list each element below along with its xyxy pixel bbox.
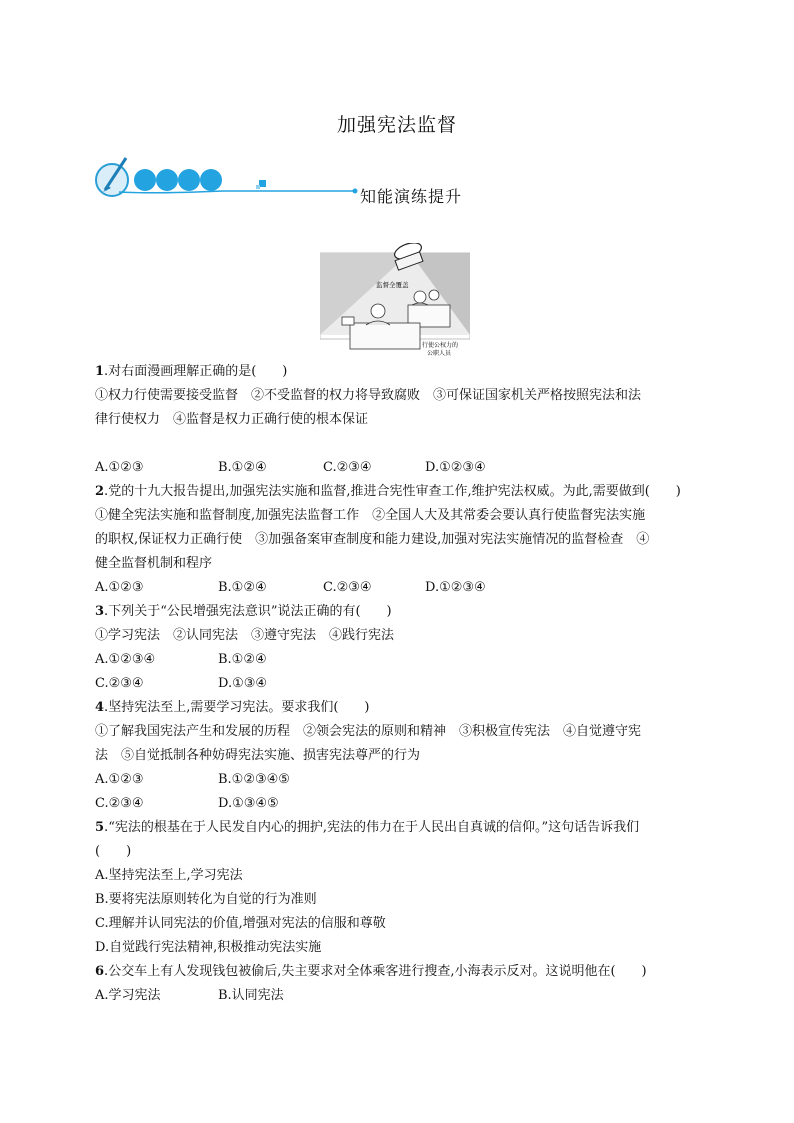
cartoon-sign: 监督全覆盖 xyxy=(376,281,409,289)
question-line: 法 ⑤自觉抵制各种妨碍宪法实施、损害宪法尊严的行为 xyxy=(95,748,421,763)
question-stem: 6.公交车上有人发现钱包被偷后,失主要求对全体乘客进行搜查,小海表示反对。这说明他在( ) xyxy=(95,964,647,979)
option-d[interactable]: D.①③④ xyxy=(218,676,268,691)
question-4 xyxy=(95,696,715,768)
option-a[interactable]: A.学习宪法 xyxy=(95,988,161,1003)
option-b[interactable]: B.①②③④⑤ xyxy=(218,772,290,787)
supervision-cartoon xyxy=(320,243,470,361)
question-stem: 1.对右面漫画理解正确的是( ) xyxy=(95,364,288,379)
option-b[interactable]: B.①②④ xyxy=(218,460,267,475)
banner-dot xyxy=(134,169,156,191)
option-c[interactable]: C.②③④ xyxy=(323,580,372,595)
option-a[interactable]: A.①②③ xyxy=(95,580,144,595)
option-a[interactable]: A.①②③ xyxy=(95,460,144,475)
question-line: 律行使权力 ④监督是权力正确行使的根本保证 xyxy=(95,412,369,427)
square-icon xyxy=(259,180,266,187)
question-line: ①健全宪法实施和监督制度,加强宪法监督工作 ②全国人大及其常委会要认真行使监督宪法实施 xyxy=(95,508,646,523)
question-5 xyxy=(95,816,715,864)
question-line: ( ) xyxy=(95,844,132,859)
banner-dot xyxy=(178,169,200,191)
option-d[interactable]: D.①②③④ xyxy=(425,460,486,475)
option-d[interactable]: D.①②③④ xyxy=(425,580,486,595)
section-heading: 知能演练提升 xyxy=(360,187,463,206)
question-stem: 4.坚持宪法至上,需要学习宪法。要求我们( ) xyxy=(95,700,370,715)
question-6 xyxy=(95,960,715,984)
option-b[interactable]: B.①②④ xyxy=(218,652,267,667)
option-a[interactable]: A.①②③④ xyxy=(95,652,156,667)
question-stem: 2.党的十九大报告提出,加强宪法实施和监督,推进合宪性审查工作,维护宪法权威。为此,需要做到( ) xyxy=(95,484,681,499)
banner-dot xyxy=(200,169,222,191)
question-stem: 3.下列关于“公民增强宪法意识”说法正确的有( ) xyxy=(95,604,392,619)
option-b[interactable]: B.要将宪法原则转化为自觉的行为准则 xyxy=(95,892,317,907)
question-line: 健全监督机制和程序 xyxy=(95,556,213,571)
cartoon-caption: 行使公权力的 xyxy=(422,342,459,349)
banner-dot xyxy=(156,169,178,191)
question-2 xyxy=(95,480,715,576)
option-c[interactable]: C.理解并认同宪法的价值,增强对宪法的信服和尊敬 xyxy=(95,916,386,931)
option-d[interactable]: D.①③④⑤ xyxy=(218,796,279,811)
page-title: 加强宪法监督 xyxy=(336,114,457,136)
question-3 xyxy=(95,600,715,648)
option-b[interactable]: B.认同宪法 xyxy=(218,988,284,1003)
cartoon-caption: 公职人员 xyxy=(427,350,452,357)
question-line: ①权力行使需要接受监督 ②不受监督的权力将导致腐败 ③可保证国家机关严格按照宪法和法 xyxy=(95,388,642,403)
option-d[interactable]: D.自觉践行宪法精神,积极推动宪法实施 xyxy=(95,940,322,955)
option-b[interactable]: B.①②④ xyxy=(218,580,267,595)
option-c[interactable]: C.②③④ xyxy=(95,796,144,811)
question-line: ①了解我国宪法产生和发展的历程 ②领会宪法的原则和精神 ③积极宣传宪法 ④自觉遵守宪 xyxy=(95,724,642,739)
option-c[interactable]: C.②③④ xyxy=(323,460,372,475)
question-stem: 5.“宪法的根基在于人民发自内心的拥护,宪法的伟力在于人民出自真诚的信仰。”这句话告诉我们 xyxy=(95,820,640,835)
brush-icon xyxy=(96,158,128,196)
question-1 xyxy=(95,360,715,432)
question-line: 的职权,保证权力正确行使 ③加强备案审查制度和能力建设,加强对宪法实施情况的监督检查 ④ xyxy=(95,532,650,547)
option-a[interactable]: A.①②③ xyxy=(95,772,144,787)
option-c[interactable]: C.②③④ xyxy=(95,676,144,691)
option-a[interactable]: A.坚持宪法至上,学习宪法 xyxy=(95,868,243,883)
question-line: ①学习宪法 ②认同宪法 ③遵守宪法 ④践行宪法 xyxy=(95,628,395,643)
